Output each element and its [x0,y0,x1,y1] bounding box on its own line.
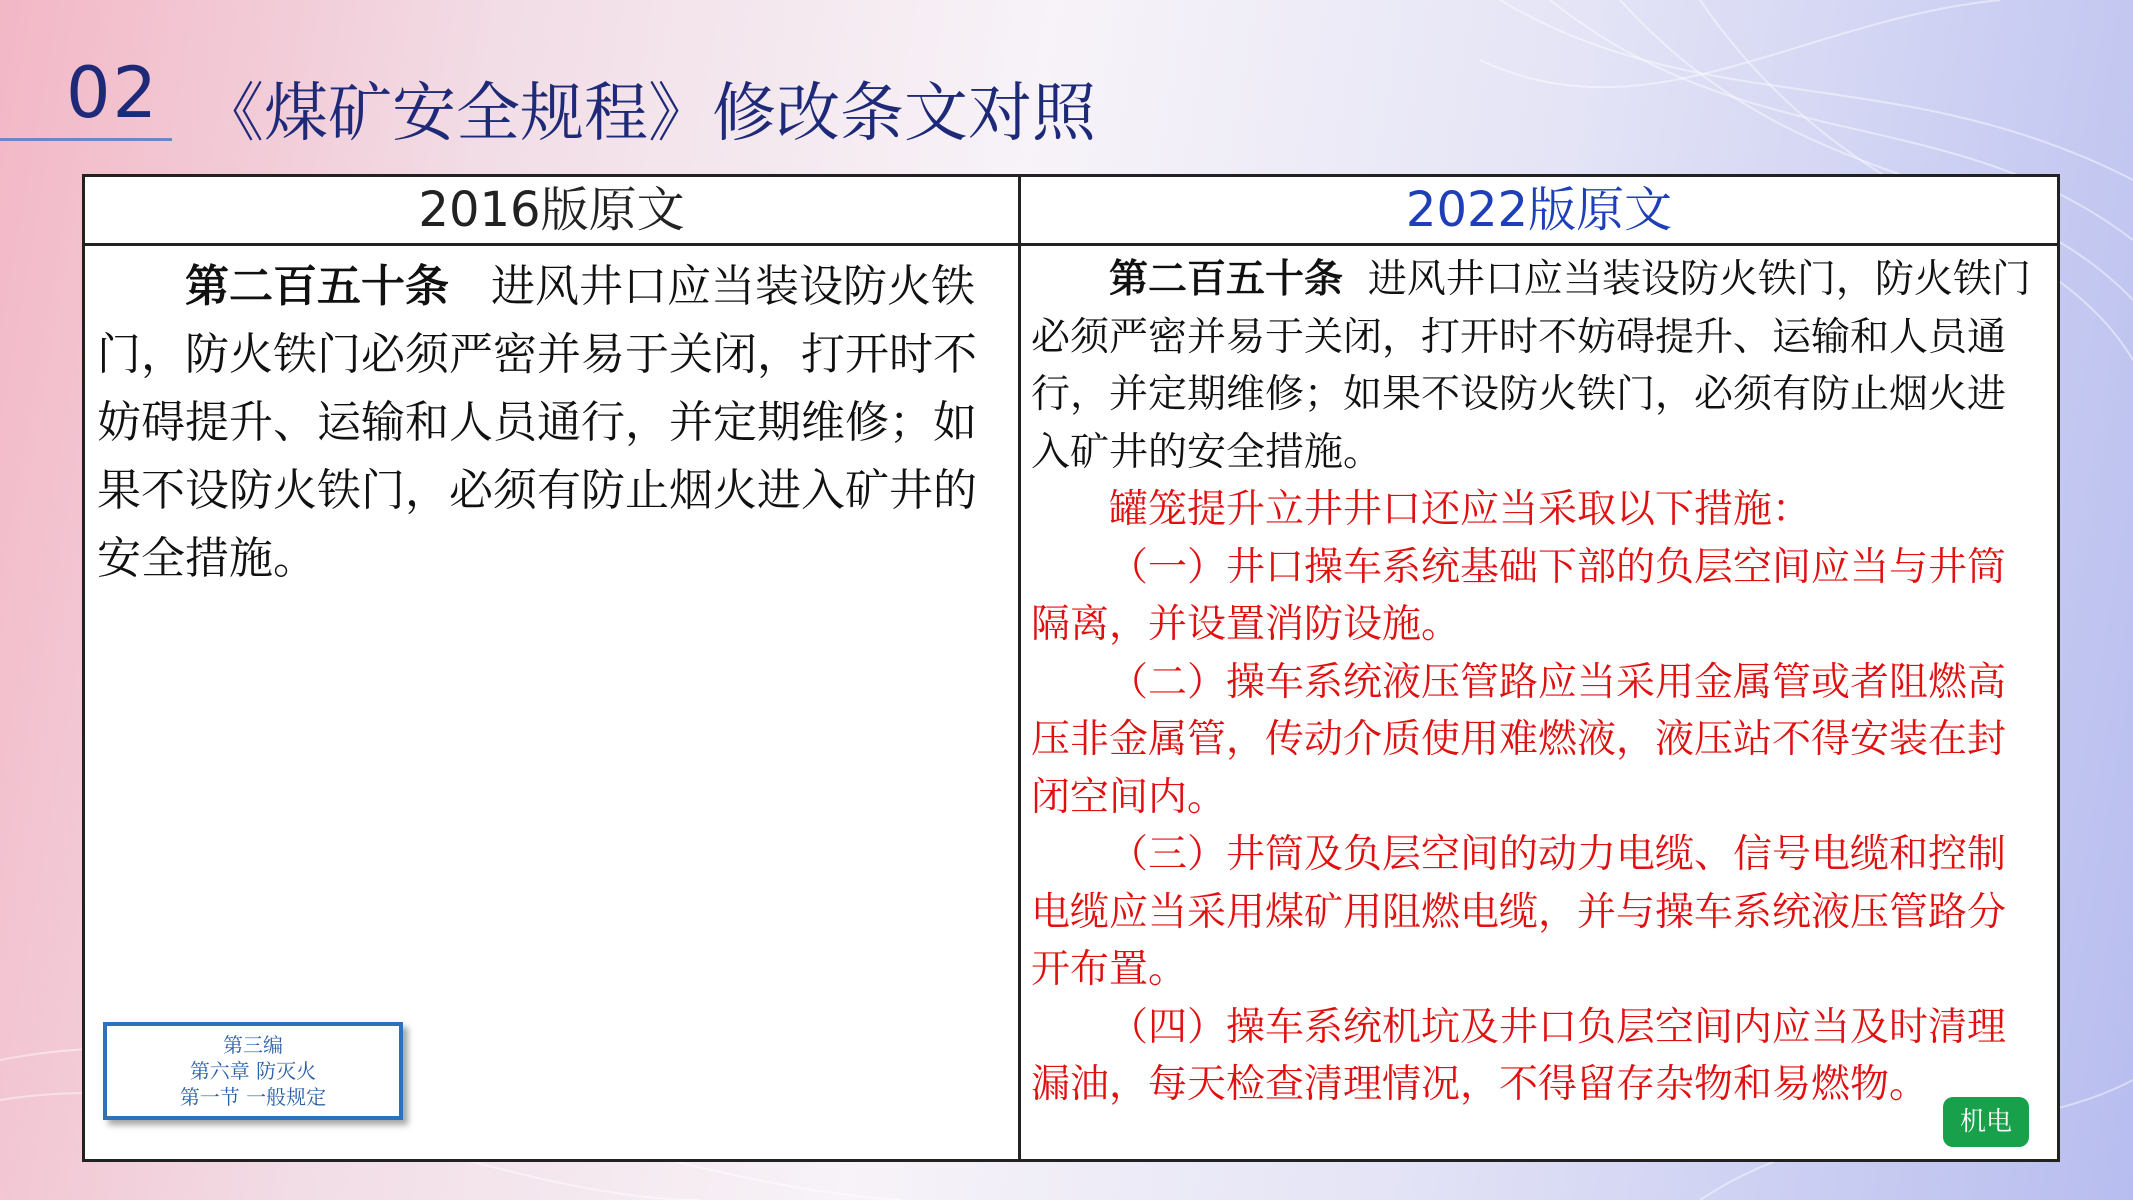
article-number: 第二百五十条 [185,261,449,312]
comparison-table [82,174,2060,1162]
cell-2016-text [97,253,1005,593]
article-number: 第二百五十条 [1109,257,1344,302]
article-paragraph-2022 [1031,251,2041,481]
section-number-underline [0,138,172,141]
added-item-3: （三）井筒及负层空间的动力电缆、信号电缆和控制电缆应当采用煤矿用阻燃电缆，并与操车系统液压管路分开布置。 [1031,832,2007,992]
column-divider [1018,177,1021,1159]
category-badge[interactable]: 机电 [1943,1097,2029,1147]
added-item-2: （二）操车系统液压管路应当采用金属管或者阻燃高压非金属管，传动介质使用难燃液，液压站不得安装在封闭空间内。 [1031,659,2007,820]
nav-chapter: 第六章 防灭火 [189,1059,317,1083]
added-intro: 罐笼提升立井井口还应当采取以下措施： [1109,487,1812,532]
section-number: 02 [66,52,160,134]
nav-part: 第三编 [223,1033,283,1057]
page-title: 《煤矿安全规程》修改条文对照 [200,77,1096,151]
nav-section: 第一节 一般规定 [179,1085,327,1109]
header-row-divider [85,243,2057,246]
article-paragraph-2016 [97,253,1005,593]
added-item-4: （四）操车系统机坑及井口负层空间内应当及时清理漏油，每天检查清理情况，不得留存杂物和易燃物。 [1031,1004,2007,1107]
header-2022-version: 2022版原文 [1405,182,1673,238]
article-body: 进风井口应当装设防火铁门，防火铁门必须严密并易于关闭，打开时不妨碍提升、运输和人员通行，并定期维修；如果不设防火铁门，必须有防止烟火进入矿井的安全措施。 [1031,257,2031,475]
article-body: 进风井口应当装设防火铁门，防火铁门必须严密并易于关闭，打开时不妨碍提升、运输和人员通行，并定期维修；如果不设防火铁门，必须有防止烟火进入矿井的安全措施。 [97,261,977,584]
chapter-nav-box[interactable] [103,1022,403,1120]
header-2016-version: 2016版原文 [418,182,685,238]
added-item-1: （一）井口操车系统基础下部的负层空间应当与井筒隔离，并设置消防设施。 [1031,544,2007,647]
cell-2022-text [1031,251,2041,1114]
